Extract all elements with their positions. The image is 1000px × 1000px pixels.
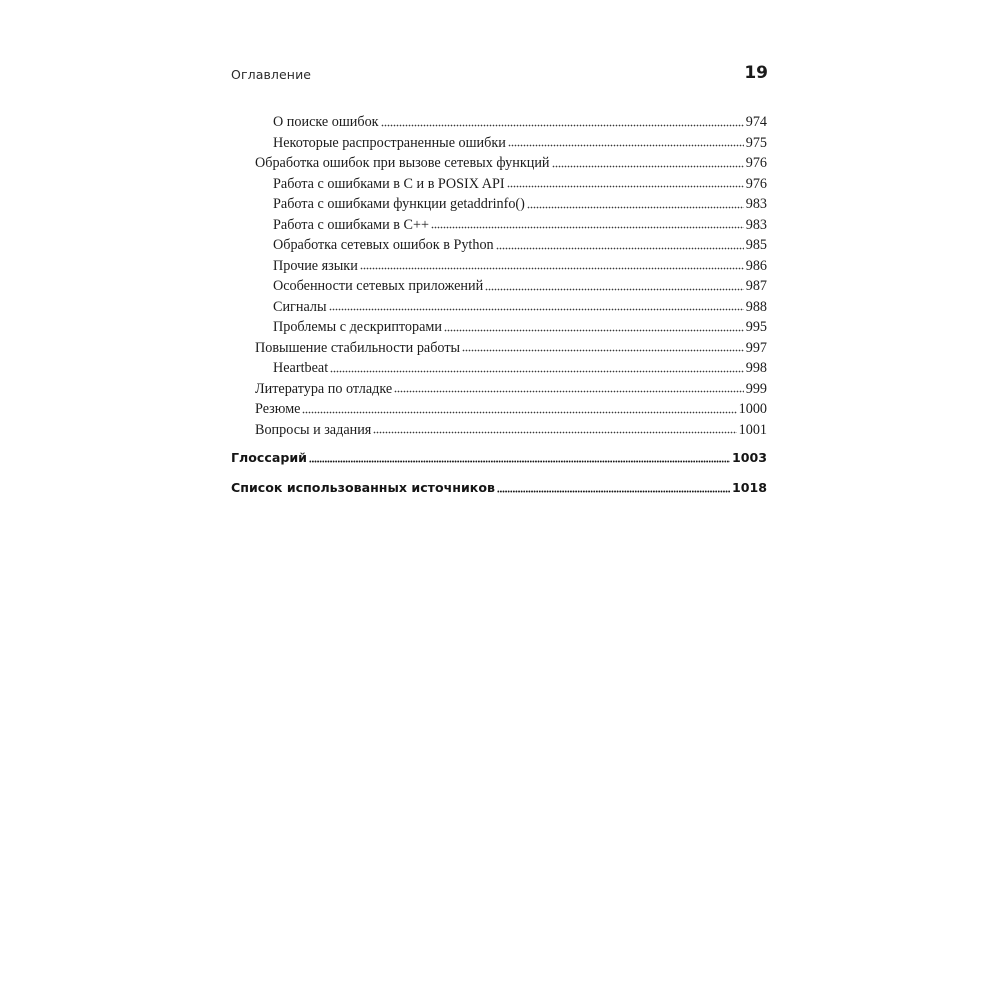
running-header-title: Оглавление <box>231 67 312 82</box>
toc-entry <box>231 256 767 277</box>
toc-entry-title: Резюме <box>255 401 301 417</box>
toc-entry-page: 995 <box>745 319 767 335</box>
toc-entry-title: Особенности сетевых приложений <box>273 278 484 294</box>
toc-entry-page: 987 <box>745 278 767 294</box>
toc-entry-page: 983 <box>745 216 767 233</box>
dot-leader <box>552 165 744 168</box>
toc-entry <box>231 317 767 338</box>
toc-entry <box>231 133 767 154</box>
page-number: 19 <box>744 63 768 83</box>
dot-leader <box>302 411 736 414</box>
toc-entry <box>231 153 767 174</box>
toc-entry <box>231 358 767 379</box>
toc-entry-page: 974 <box>745 114 767 130</box>
dot-leader <box>309 460 730 463</box>
toc-entry-page: 983 <box>745 196 767 212</box>
dot-leader <box>444 329 744 332</box>
toc-entry-title: Проблемы с дескрипторами <box>273 319 442 335</box>
toc-entry <box>231 399 767 420</box>
toc-entry-title: Повышение стабильности работы <box>255 339 461 356</box>
dot-leader <box>462 349 744 352</box>
toc-entry <box>231 379 767 400</box>
toc-major-entry-page: 1018 <box>731 480 767 495</box>
toc-major-entry <box>231 478 767 498</box>
dot-leader <box>360 267 744 270</box>
dot-leader <box>508 144 744 147</box>
toc-entry <box>231 194 767 215</box>
toc-entry-page: 1000 <box>738 401 767 417</box>
dot-leader <box>330 370 744 373</box>
dot-leader <box>485 288 744 291</box>
toc-entry-title: Некоторые распространенные ошибки <box>273 134 506 151</box>
toc-entry-title: Прочие языки <box>273 257 358 274</box>
toc-entry-page: 998 <box>745 360 767 376</box>
toc-entry-title: Литература по отладке <box>255 380 393 397</box>
toc-major-entry-title: Глоссарий <box>231 450 307 465</box>
toc-entry <box>231 215 767 236</box>
toc-entry-title: Обработка сетевых ошибок в Python <box>273 237 494 253</box>
dot-leader <box>507 185 744 188</box>
toc-entry-title: Работа с ошибками функции getaddrinfo() <box>273 196 525 212</box>
dot-leader <box>373 431 736 434</box>
dot-leader <box>394 390 744 393</box>
dot-leader <box>381 124 744 127</box>
dot-leader <box>496 247 744 250</box>
toc-entry-page: 999 <box>745 380 767 397</box>
toc-entry-title: Работа с ошибками в C++ <box>273 216 430 233</box>
toc-entry-title: Heartbeat <box>273 360 329 376</box>
toc-entry-page: 975 <box>745 134 767 151</box>
table-of-contents <box>231 112 767 498</box>
toc-entry-title: Вопросы и задания <box>255 421 372 438</box>
toc-entry-title: Работа с ошибками в C и в POSIX API <box>273 175 505 192</box>
toc-entry-page: 997 <box>745 339 767 356</box>
toc-entry-page: 985 <box>745 237 767 253</box>
toc-entry <box>231 338 767 359</box>
toc-entry-page: 1001 <box>738 421 767 438</box>
toc-entry-title: Сигналы <box>273 298 327 315</box>
dot-leader <box>527 206 744 209</box>
dot-leader <box>431 226 744 229</box>
toc-entry-page: 986 <box>745 257 767 274</box>
toc-entry-page: 976 <box>745 175 767 192</box>
dot-leader <box>329 308 744 311</box>
toc-entry <box>231 112 767 133</box>
dot-leader <box>497 490 730 493</box>
running-header <box>231 63 768 87</box>
toc-entry <box>231 420 767 441</box>
toc-major-entry-page: 1003 <box>731 450 767 465</box>
toc-entry-title: О поиске ошибок <box>273 114 379 130</box>
toc-major-entry-title: Список использованных источников <box>231 480 495 495</box>
toc-entry <box>231 276 767 297</box>
toc-entry <box>231 174 767 195</box>
toc-entry-title: Обработка ошибок при вызове сетевых функций <box>255 155 550 171</box>
toc-entry-page: 976 <box>745 155 767 171</box>
toc-entry <box>231 297 767 318</box>
toc-entry-page: 988 <box>745 298 767 315</box>
toc-major-entry <box>231 448 767 468</box>
toc-entry <box>231 235 767 256</box>
